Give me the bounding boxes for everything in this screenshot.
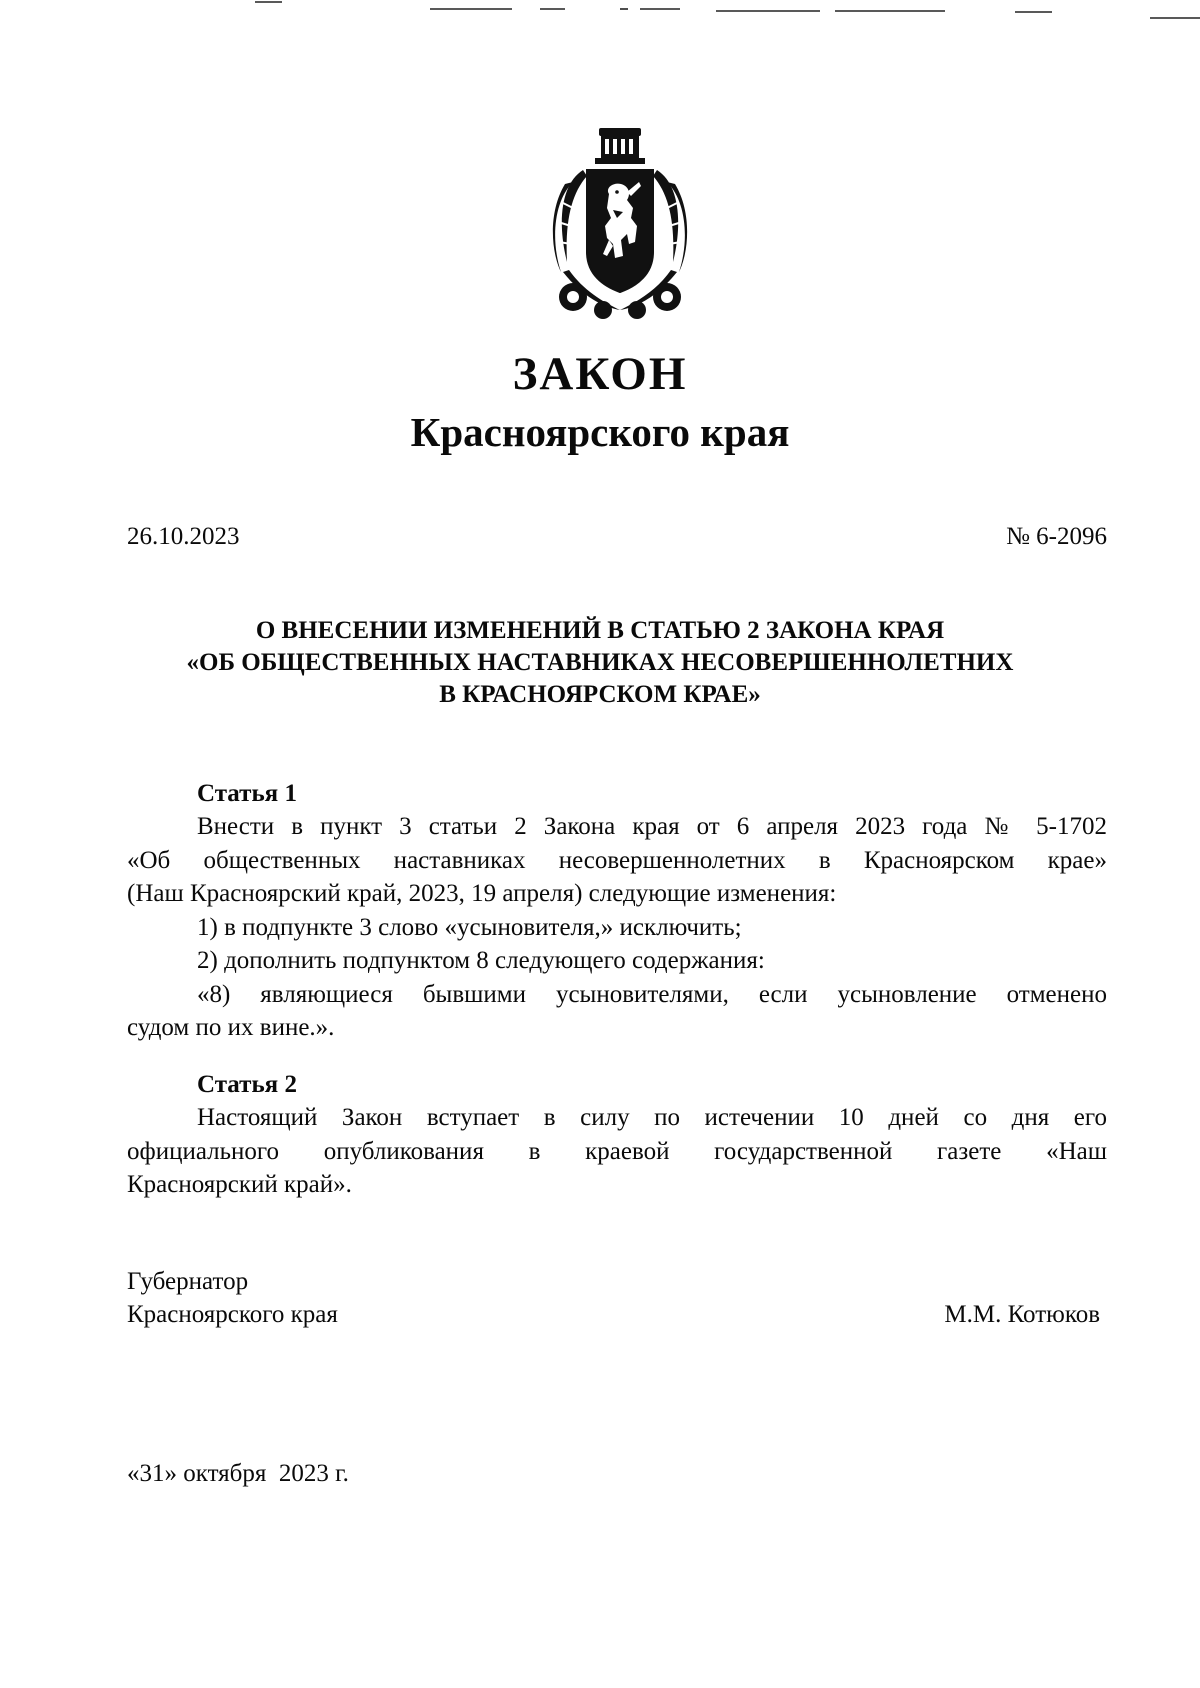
article-1-line: Внести в пункт 3 статьи 2 Закона края от 6 апреля 2023 года № 5-1702 bbox=[197, 813, 1107, 840]
article-2-body bbox=[127, 1101, 1107, 1202]
article-2-line: Красноярский край». bbox=[127, 1171, 352, 1198]
article-2-line: Настоящий Закон вступает в силу по истечении 10 дней со дня его bbox=[197, 1104, 1107, 1131]
article-2-title: Статья 2 bbox=[197, 1071, 297, 1098]
article-1-line: 1) в подпункте 3 слово «усыновителя,» исключить; bbox=[197, 913, 742, 941]
heading-line: О ВНЕСЕНИИ ИЗМЕНЕНИЙ В СТАТЬЮ 2 ЗАКОНА КРАЯ bbox=[255, 617, 945, 644]
scan-artifact-lines bbox=[0, 0, 1200, 30]
article-1-line: 2) дополнить подпунктом 8 следующего содержания: bbox=[197, 947, 765, 974]
signatory-name: М.М. Котюков bbox=[944, 1301, 1100, 1328]
article-1-body bbox=[127, 810, 1107, 1045]
signatory-position bbox=[127, 1265, 338, 1331]
signatory-position-line-1: Губернатор bbox=[127, 1268, 249, 1295]
law-date: 26.10.2023 bbox=[127, 523, 240, 550]
article-1-line: судом по их вине.». bbox=[127, 1014, 335, 1041]
signing-date: «31» октября 2023 г. bbox=[127, 1460, 349, 1487]
heading-line: В КРАСНОЯРСКОМ КРАЕ» bbox=[439, 681, 761, 708]
law-heading bbox=[100, 615, 1100, 711]
document-title: ЗАКОН bbox=[512, 348, 688, 400]
article-2-line: официального опубликования в краевой государственной газете «Наш bbox=[127, 1137, 1107, 1165]
document-subtitle: Красноярского края bbox=[410, 409, 790, 455]
article-1-title: Статья 1 bbox=[197, 780, 297, 807]
heading-line: «ОБ ОБЩЕСТВЕННЫХ НАСТАВНИКАХ НЕСОВЕРШЕННОЛЕТНИХ bbox=[186, 649, 1014, 676]
krasnoyarsk-coat-of-arms-icon bbox=[543, 122, 697, 322]
signatory-position-line-2: Красноярского края bbox=[127, 1301, 338, 1328]
article-1-line: «Об общественных наставниках несовершеннолетних в Красноярском крае» bbox=[127, 846, 1107, 874]
article-1-line: (Наш Красноярский край, 2023, 19 апреля) следующие изменения: bbox=[127, 880, 837, 907]
article-1-line: «8) являющиеся бывшими усыновителями, если усыновление отменено bbox=[197, 980, 1107, 1008]
law-number: № 6-2096 bbox=[1006, 523, 1107, 550]
